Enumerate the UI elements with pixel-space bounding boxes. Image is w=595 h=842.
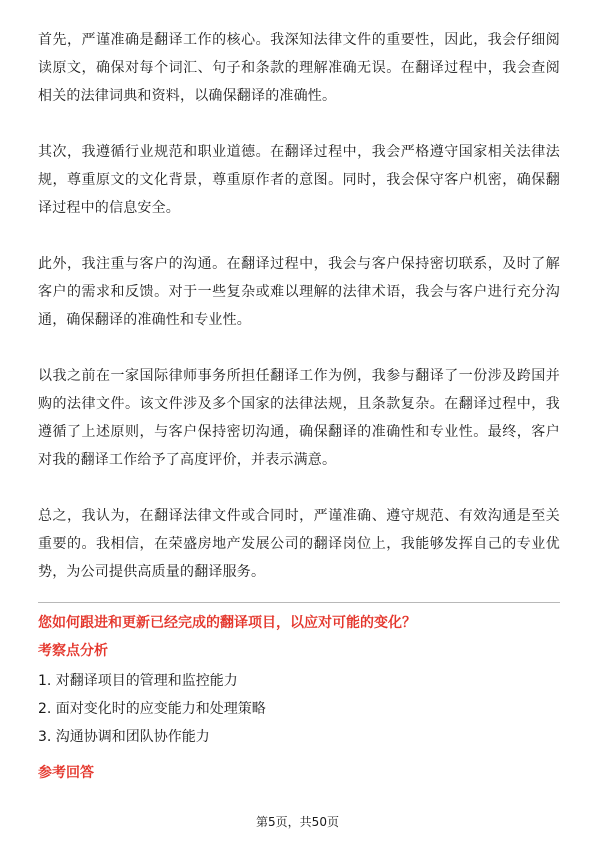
interview-question: 您如何跟进和更新已经完成的翻译项目，以应对可能的变化？ [38,615,416,631]
paragraph-2: 其次，我遵循行业规范和职业道德。在翻译过程中，我会严格遵守国家相关法律法规，尊重原文的文化背景，尊重原作者的意图。同时，我会保守客户机密，确保翻译过程中的信息安全。 [38,144,560,216]
paragraph-1: 首先，严谨准确是翻译工作的核心。我深知法律文件的重要性，因此，我会仔细阅读原文，确保对每个词汇、句子和条款的理解准确无误。在翻译过程中，我会查阅相关的法律词典和资料，以确保翻译的准确性。 [38,32,560,104]
document-page [38,26,560,789]
answer-heading: 参考回答 [38,765,94,781]
analysis-heading: 考察点分析 [38,643,108,659]
analysis-point: 2. 面对变化时的应变能力和处理策略 [38,701,266,717]
section-divider [38,602,560,603]
analysis-point: 1. 对翻译项目的管理和监控能力 [38,673,238,689]
paragraph-4: 以我之前在一家国际律师事务所担任翻译工作为例，我参与翻译了一份涉及跨国并购的法律文件。该文件涉及多个国家的法律法规，且条款复杂。在翻译过程中，我遵循了上述原则，与客户保持密切沟通，确保翻译的准确性和专业性。最终，客户对我的翻译工作给予了高度评价，并表示满意。 [38,368,560,468]
analysis-list [38,667,560,751]
analysis-point: 3. 沟通协调和团队协作能力 [38,729,210,745]
paragraph-5: 总之，我认为，在翻译法律文件或合同时，严谨准确、遵守规范、有效沟通是至关重要的。我相信，在荣盛房地产发展公司的翻译岗位上，我能够发挥自己的专业优势，为公司提供高质量的翻译服务。 [38,508,560,580]
page-footer: 第5页，共50页 [256,815,339,829]
paragraph-3: 此外，我注重与客户的沟通。在翻译过程中，我会与客户保持密切联系，及时了解客户的需求和反馈。对于一些复杂或难以理解的法律术语，我会与客户进行充分沟通，确保翻译的准确性和专业性。 [38,256,560,328]
